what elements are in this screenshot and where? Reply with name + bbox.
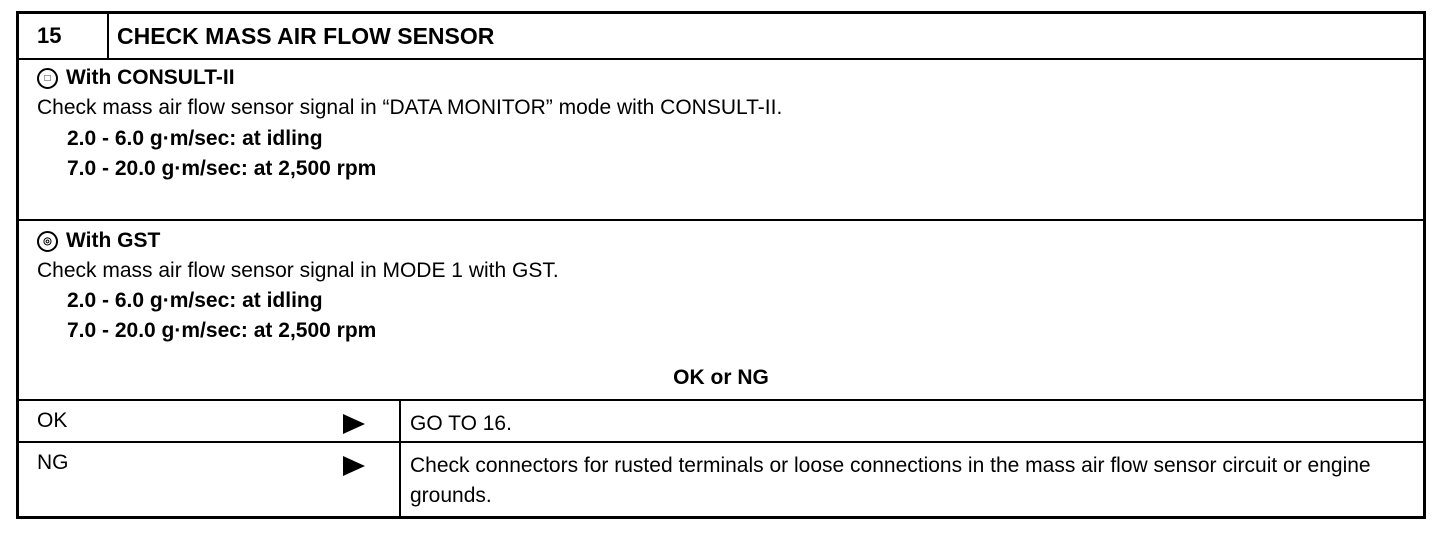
result-row-ok (19, 401, 1423, 443)
gst-instruction: Check mass air flow sensor signal in MODE 1 with GST. (37, 259, 559, 282)
diagnostic-procedure-table (16, 11, 1426, 519)
consult-spec-idle: 2.0 - 6.0 g·m/sec: at idling (67, 127, 323, 150)
result-ng-action: Check connectors for rusted terminals or loose connections in the mass air flow sensor circuit or engine grounds. (410, 454, 1371, 507)
consult-icon: □ (37, 68, 58, 89)
gst-spec-2500: 7.0 - 20.0 g·m/sec: at 2,500 rpm (67, 319, 377, 342)
result-ng-label: NG (37, 451, 69, 474)
result-ok-label: OK (37, 409, 68, 432)
result-row-ng (19, 443, 1423, 519)
arrow-right-icon (343, 456, 365, 476)
gst-spec-idle: 2.0 - 6.0 g·m/sec: at idling (67, 289, 323, 312)
gst-heading-label: With GST (66, 229, 161, 252)
gst-section (19, 221, 1423, 401)
step-number: 15 (19, 14, 109, 58)
result-ok-action: GO TO 16. (410, 412, 512, 435)
procedure-header (19, 14, 1423, 60)
consult-heading-label: With CONSULT-II (66, 66, 235, 89)
consult-instruction: Check mass air flow sensor signal in “DATA MONITOR” mode with CONSULT-II. (37, 96, 783, 119)
gst-icon: ◎ (37, 231, 58, 252)
consult-spec-2500: 7.0 - 20.0 g·m/sec: at 2,500 rpm (67, 157, 377, 180)
result-prompt: OK or NG (673, 366, 769, 389)
arrow-right-icon (343, 414, 365, 434)
step-title: CHECK MASS AIR FLOW SENSOR (117, 23, 495, 49)
consult-section (19, 60, 1423, 221)
gst-heading (37, 229, 160, 253)
consult-heading (37, 66, 235, 90)
